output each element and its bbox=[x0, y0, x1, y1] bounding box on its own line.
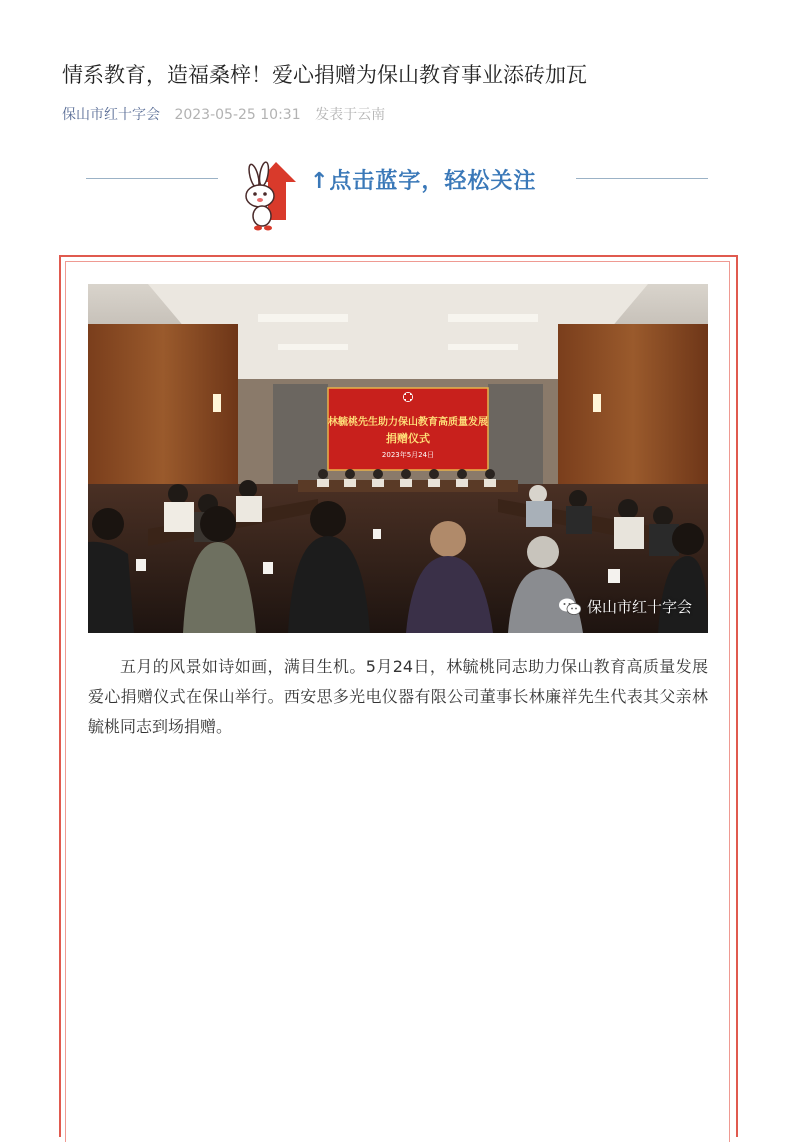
publish-time: 2023-05-25 10:31 bbox=[174, 107, 301, 123]
account-name-link[interactable]: 保山市红十字会 bbox=[62, 107, 160, 123]
follow-banner[interactable] bbox=[0, 158, 793, 238]
banner-date-text: 2023年5月24日 bbox=[381, 451, 435, 459]
divider-right bbox=[576, 178, 708, 179]
rabbit-arrow-icon bbox=[236, 158, 306, 234]
ceremony-photo[interactable] bbox=[88, 284, 708, 633]
divider-left bbox=[86, 178, 218, 179]
wechat-icon bbox=[559, 598, 581, 616]
article-title: 情系教育，造福桑梓！爱心捐赠为保山教育事业添砖加瓦 bbox=[62, 63, 587, 87]
article-meta bbox=[62, 104, 385, 126]
publish-location: 发表于云南 bbox=[315, 107, 386, 123]
photo-watermark bbox=[559, 596, 692, 617]
banner-title-text: 林毓桃先生助力保山教育高质量发展 bbox=[328, 417, 488, 428]
watermark-text: 保山市红十字会 bbox=[586, 598, 692, 616]
article-paragraph: 五月的风景如诗如画，满目生机。5月24日，林毓桃同志助力保山教育高质量发展爱心捐赠仪式在保山举行。西安思多光电仪器有限公司董事长林廉祥先生代表其父亲林毓桃同志到场捐赠。 bbox=[88, 657, 708, 736]
follow-cta-text[interactable]: ↑点击蓝字，轻松关注 bbox=[310, 169, 537, 194]
banner-subtitle-text: 捐赠仪式 bbox=[386, 432, 430, 445]
